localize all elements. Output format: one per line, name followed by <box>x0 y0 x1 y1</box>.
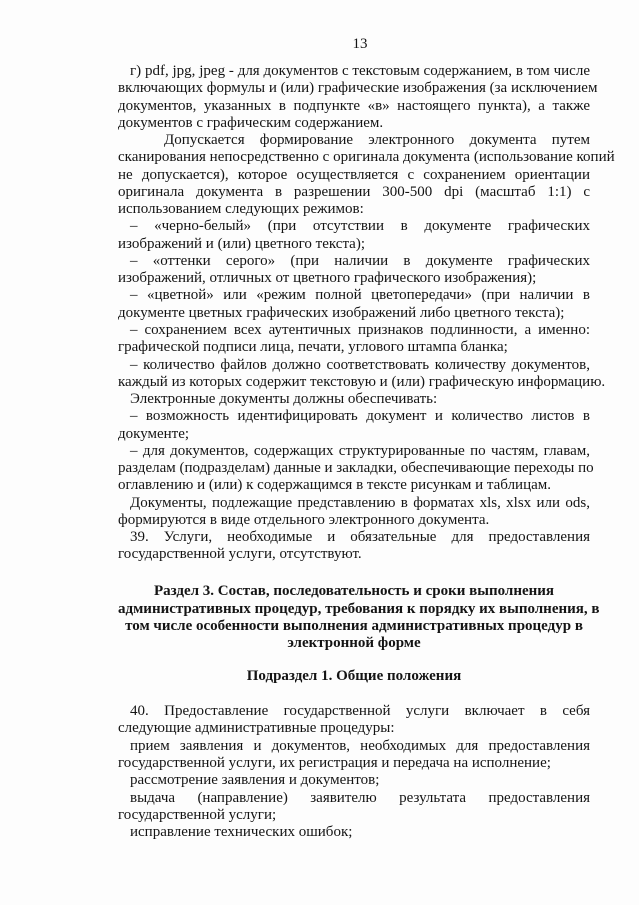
text-line: документов, указанных в подпункте «в» настоящего пункта), а также <box>118 97 590 114</box>
text-line: изображений и (или) цветного текста); <box>118 235 366 252</box>
subsection-1-heading <box>118 668 590 685</box>
text-line: исправление технических ошибок; <box>130 824 353 841</box>
procedure-item-issuance <box>118 790 590 825</box>
text-line: – для документов, содержащих структурированные по частям, главам, <box>130 442 590 459</box>
heading-line: административных процедур, требования к порядку их выполнения, в <box>118 600 600 617</box>
procedure-item-review <box>118 772 590 789</box>
text-line: документе; <box>118 425 190 442</box>
paragraph-format-g <box>118 63 598 132</box>
text-line: 40. Предоставление государственной услуги включает в себя <box>130 703 590 720</box>
text-line: оглавлению и (или) к содержащимся в тексте рисункам и таблицам. <box>118 477 552 494</box>
text-line: государственной услуги; <box>118 806 277 823</box>
text-line: Допускается формирование электронного документа путем <box>164 132 590 149</box>
text-line: – сохранением всех аутентичных признаков подлинности, а именно: <box>130 321 590 338</box>
text-line: г) pdf, jpg, jpeg - для документов с текстовым содержанием, в том числе <box>130 63 590 79</box>
heading-line: том числе особенности выполнения административных процедур в <box>125 617 583 634</box>
text-line: Документы, подлежащие представлению в форматах xls, xlsx или ods, <box>130 494 590 511</box>
text-line: оригинала документа в разрешении 300-500 dpi (масштаб 1:1) с <box>118 183 590 200</box>
text-line: документе цветных графических изображений либо цветного текста); <box>118 304 565 321</box>
procedure-item-intake <box>118 738 590 773</box>
paragraph-electronic-docs-intro <box>118 391 590 408</box>
text-line: изображений, отличных от цветного графического изображения); <box>118 270 537 287</box>
heading-line: Раздел 3. Состав, последовательность и сроки выполнения <box>153 583 555 600</box>
list-item-mode-bw <box>118 218 590 253</box>
text-line: – «оттенки серого» (при наличии в документе графических <box>130 252 590 269</box>
text-line: следующие административные процедуры: <box>118 720 395 737</box>
text-line: государственной услуги, отсутствуют. <box>118 546 362 563</box>
text-line: 39. Услуги, необходимые и обязательные для предоставления <box>130 529 590 546</box>
paragraph-item-40 <box>118 703 590 738</box>
text-line: – «цветной» или «режим полной цветопередачи» (при наличии в <box>130 287 590 304</box>
text-line: – возможность идентифицировать документ и количество листов в <box>130 408 590 425</box>
text-line: формируются в виде отдельного электронного документа. <box>118 511 490 528</box>
section-3-heading <box>118 583 600 652</box>
list-item-structured <box>118 442 594 495</box>
paragraph-scanning-intro <box>118 132 615 218</box>
list-item-identify <box>118 408 590 443</box>
text-line: прием заявления и документов, необходимых для предоставления <box>130 737 590 754</box>
heading-line: Подраздел 1. Общие положения <box>246 668 462 685</box>
text-line: включающих формулы и (или) графические изображения (за исключением <box>118 80 598 97</box>
text-line: каждый из которых содержит текстовую и (или) графическую информацию. <box>118 373 606 390</box>
text-line: разделам (подразделам) данные и закладки, обеспечивающие переходы по <box>118 460 594 477</box>
section-3-body <box>118 703 590 841</box>
text-line: рассмотрение заявления и документов; <box>130 772 380 789</box>
text-line: государственной услуги, их регистрация и передача на исполнение; <box>118 755 551 772</box>
list-item-file-count <box>118 356 606 392</box>
text-line: выдача (направление) заявителю результата предоставления <box>130 789 590 806</box>
document-body <box>118 63 615 564</box>
paragraph-item-39 <box>118 529 590 564</box>
text-line: сканирования непосредственно с оригинала документа (использование копий <box>118 149 615 166</box>
text-line: использованием следующих режимов: <box>118 201 364 218</box>
text-line: не допускается), которое осуществляется с сохранением ориентации <box>118 166 590 183</box>
list-item-authenticity <box>118 322 590 357</box>
paragraph-spreadsheets <box>118 495 590 530</box>
text-line: Электронные документы должны обеспечивать: <box>130 391 438 408</box>
heading-line: электронной форме <box>287 635 421 652</box>
text-line: документов с графическим содержанием. <box>118 114 384 131</box>
page-number: 13 <box>352 36 368 52</box>
text-line: – количество файлов должно соответствовать количеству документов, <box>130 356 590 373</box>
text-line: – «черно-белый» (при отсутствии в документе графических <box>130 218 590 235</box>
text-line: графической подписи лица, печати, углового штампа бланка; <box>118 339 508 356</box>
procedure-item-corrections <box>118 824 590 841</box>
text-column <box>118 63 615 841</box>
list-item-mode-color <box>118 287 590 322</box>
list-item-mode-grayscale <box>118 253 590 288</box>
